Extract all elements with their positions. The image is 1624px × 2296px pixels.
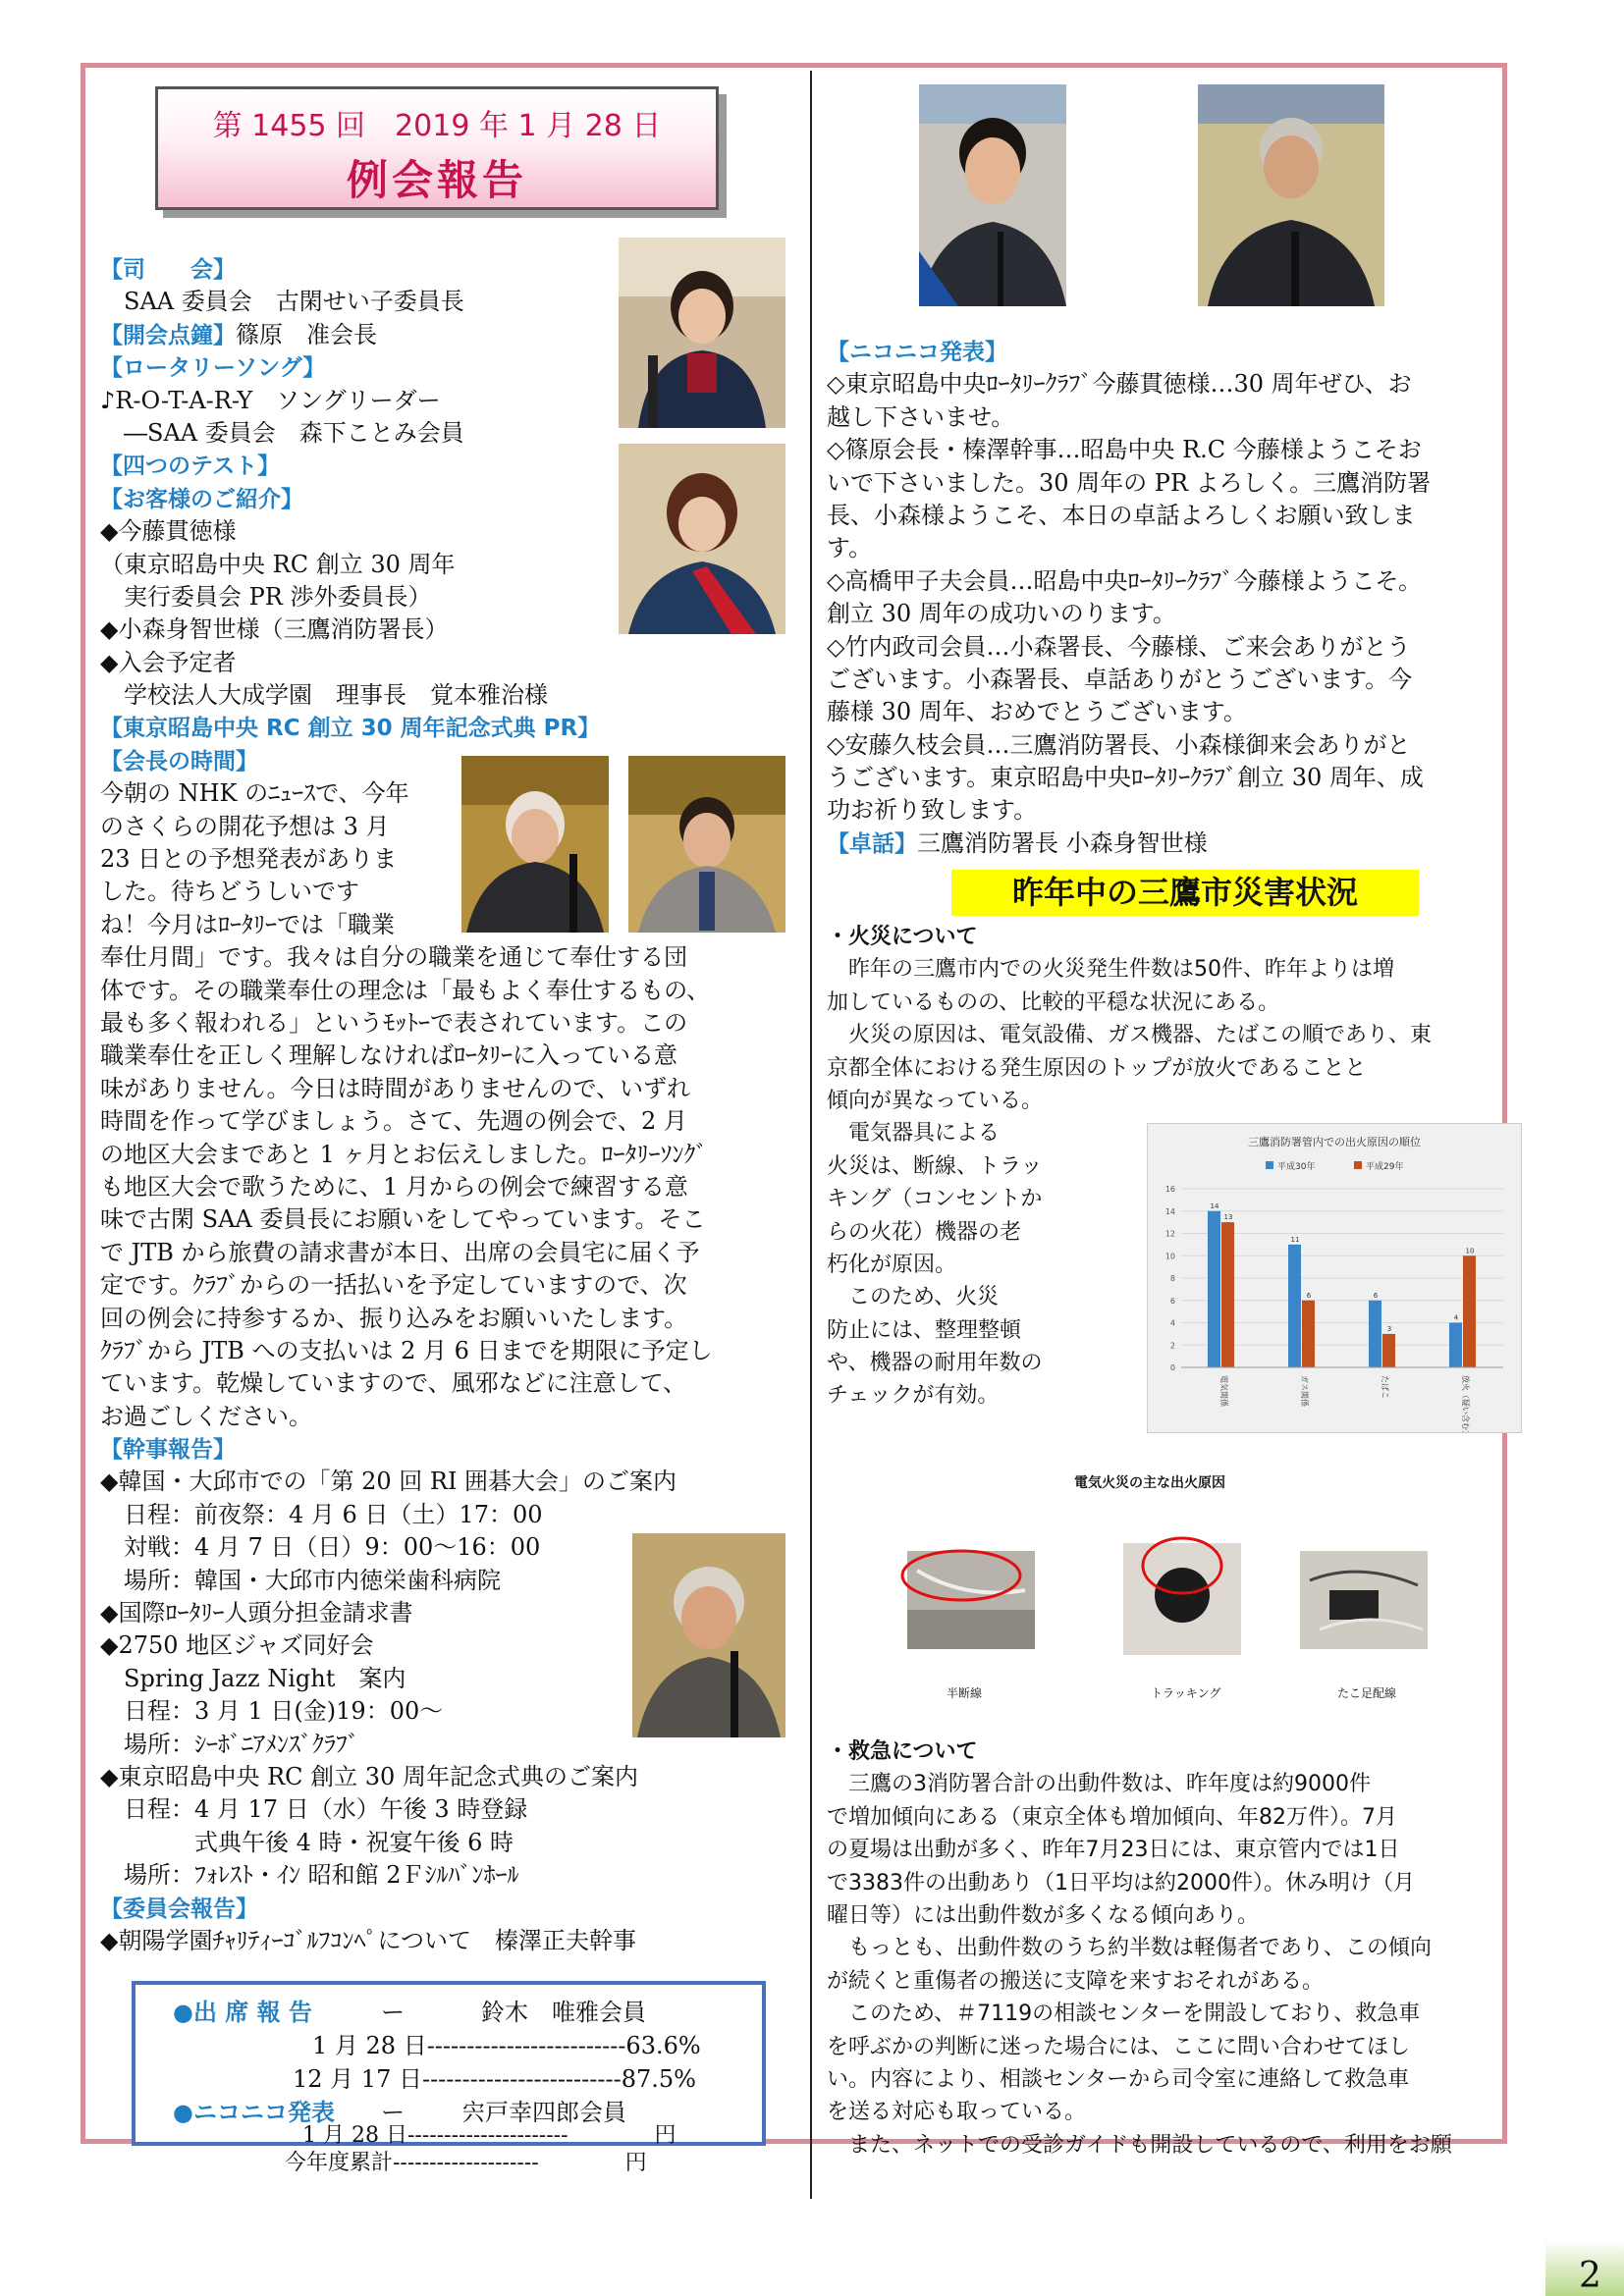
bar-1-1 xyxy=(1302,1301,1315,1367)
line-text: ◇安藤久枝会員…三鷹消防署長、小森様御来会ありがと xyxy=(827,730,1411,759)
line-text: 功お祈り致します。 xyxy=(827,796,1038,825)
x-tick-2: たばこ xyxy=(1380,1375,1389,1399)
legend-label-1: 平成29年 xyxy=(1366,1162,1404,1172)
line-text: 越し下さいませ。 xyxy=(827,402,1015,431)
bar-label-1-0: 11 xyxy=(1290,1235,1300,1244)
line-text: 長、小森様ようこそ、本日の卓話よろしくお願い致しま xyxy=(827,501,1416,529)
line-text: 日程：3 月 1 日(金)19：00～ xyxy=(100,1697,444,1726)
niconico-line-10 xyxy=(827,664,1514,696)
y-tick-8: 16 xyxy=(1164,1185,1175,1194)
left-line-48 xyxy=(100,1827,787,1859)
page-number: 2 xyxy=(1579,2256,1601,2296)
fire-cause-chart xyxy=(1147,1123,1522,1433)
niconico-line-3 xyxy=(827,434,1514,466)
left-line-25 xyxy=(100,1073,787,1105)
niconico-box-row-2: 今年度累計-------------------- 円 xyxy=(285,2151,647,2175)
ems-line-3: で3383件の出動あり（1日平均は約2000件）。休み明け（月 xyxy=(827,1870,1415,1896)
niconico-line-15 xyxy=(827,828,1514,860)
left-line-34 xyxy=(100,1367,787,1400)
right-column xyxy=(827,336,1514,860)
y-tick-0: 0 xyxy=(1169,1363,1175,1372)
ems-line-7: このため、＃7119の相談センターを開設しており、救急車 xyxy=(827,2002,1421,2027)
fire-line-7: キング（コンセントか xyxy=(827,1187,1043,1212)
left-line-4 xyxy=(100,385,787,417)
line-text: 時間を作って学びましょう。さて、先週の例会で、2 月 xyxy=(100,1107,687,1136)
line-text: ◆小森身智世様（三鷹消防署長） xyxy=(100,615,449,644)
section-label: 【ロータリーソング】 xyxy=(100,355,326,382)
line-text: Spring Jazz Night 案内 xyxy=(100,1664,406,1692)
niconico-line-2 xyxy=(827,401,1514,434)
section-label: 【東京昭島中央 RC 創立 30 周年記念式典 PR】 xyxy=(100,716,601,742)
section-label: 【お客様のご紹介】 xyxy=(100,486,303,512)
bar-0-0 xyxy=(1208,1211,1220,1367)
left-line-35 xyxy=(100,1401,787,1433)
line-text: 場所：ｼｰﾎﾞﾆｱﾒﾝｽﾞｸﾗﾌﾞ xyxy=(100,1730,359,1758)
section-label: 【開会点鐘】 xyxy=(100,322,236,348)
fire-line-8: らの火花）機器の老 xyxy=(827,1219,1022,1245)
caption-half-break: 半断線 xyxy=(947,1686,983,1700)
legend-swatch-1 xyxy=(1354,1161,1362,1169)
left-line-11 xyxy=(100,614,787,646)
bar-3-1 xyxy=(1463,1255,1476,1367)
line-text: も地区大会で歌うために、1 月からの例会で練習する意 xyxy=(100,1172,688,1201)
left-line-26 xyxy=(100,1105,787,1138)
left-line-30 xyxy=(100,1237,787,1269)
line-text: 23 日との予想発表がありま xyxy=(100,845,398,874)
niconico-box-row-1: 1 月 28 日---------------------- 円 xyxy=(302,2123,677,2148)
bar-2-1 xyxy=(1382,1334,1395,1367)
section-label: 【卓話】 xyxy=(827,830,917,857)
niconico-line-12 xyxy=(827,729,1514,762)
attendance-dash: ー xyxy=(381,1999,405,2026)
left-line-13 xyxy=(100,679,787,712)
bar-label-3-0: 4 xyxy=(1453,1313,1459,1322)
left-line-10 xyxy=(100,581,787,614)
line-text: 学校法人大成学園 理事長 覚本雅治様 xyxy=(100,681,548,710)
caption-octopus-wiring: たこ足配線 xyxy=(1337,1686,1397,1700)
fire-line-1: 加しているものの、比較的平穏な状況にある。 xyxy=(827,989,1280,1015)
column-divider xyxy=(810,71,812,2199)
niconico-box-dash: ー xyxy=(381,2099,405,2126)
niconico-line-13 xyxy=(827,762,1514,794)
line-text: 藤様 30 周年、おめでとうございます。 xyxy=(827,698,1247,726)
line-text: 体です。その職業奉仕の理念は「最もよく奉仕するもの、 xyxy=(100,976,711,1004)
left-line-22 xyxy=(100,975,787,1007)
bar-1-0 xyxy=(1288,1245,1301,1367)
ems-line-2: の夏場は出動が多く、昨年7月23日には、東京管内では1日 xyxy=(827,1838,1400,1863)
left-line-43 xyxy=(100,1663,787,1695)
bar-label-0-0: 14 xyxy=(1210,1201,1219,1210)
left-line-32 xyxy=(100,1303,787,1335)
fire-line-4: 傾向が異なっている。 xyxy=(827,1088,1044,1113)
left-line-47 xyxy=(100,1793,787,1826)
niconico-line-7 xyxy=(827,565,1514,598)
ems-section xyxy=(827,1735,1514,2162)
meeting-number-date: 第 1455 回 2019 年 1 月 28 日 xyxy=(212,109,662,143)
niconico-box-title: ●ニコニコ発表 xyxy=(173,2099,335,2126)
left-line-39 xyxy=(100,1531,787,1564)
fire-cause-chart-svg xyxy=(1148,1124,1521,1432)
left-line-42 xyxy=(100,1629,787,1662)
line-text: ています。乾燥していますので、風邪などに注意して、 xyxy=(100,1369,687,1398)
bar-label-2-1: 3 xyxy=(1386,1324,1392,1333)
section-label: 【四つのテスト】 xyxy=(100,454,281,480)
left-column xyxy=(100,253,787,1957)
line-text: ◆韓国・大邱市での「第 20 回 RI 囲碁大会」のご案内 xyxy=(100,1468,677,1496)
y-tick-6: 12 xyxy=(1164,1229,1175,1239)
bar-2-0 xyxy=(1369,1301,1381,1367)
line-text: 最も多く報われる」というﾓｯﾄｰで表されています。この xyxy=(100,1008,688,1037)
line-text: 式典午後 4 時・祝宴午後 6 時 xyxy=(100,1828,514,1856)
line-text: ◆国際ﾛｰﾀﾘｰ人頭分担金請求書 xyxy=(100,1599,413,1628)
left-line-8 xyxy=(100,515,787,548)
line-text: 場所：ﾌｫﾚｽﾄ・ｲﾝ 昭和館 2Ｆｼﾙﾊﾞﾝﾎｰﾙ xyxy=(100,1861,519,1890)
fire-line-10: このため、火災 xyxy=(827,1285,1000,1310)
left-line-16 xyxy=(100,777,787,810)
left-line-12 xyxy=(100,647,787,679)
y-tick-7: 14 xyxy=(1164,1206,1175,1216)
line-text: 日程：前夜祭：4 月 6 日（土）17：00 xyxy=(100,1500,543,1528)
bar-3-0 xyxy=(1449,1323,1462,1368)
niconico-line-9 xyxy=(827,631,1514,664)
section-label: 【会長の時間】 xyxy=(100,748,258,774)
left-line-36 xyxy=(100,1433,787,1466)
line-text: 回の例会に持参するか、振り込みをお願いいたします。 xyxy=(100,1304,688,1332)
line-text: 味がありません。今日は時間がありませんので、いずれ xyxy=(100,1074,690,1102)
fire-line-9: 朽化が原因。 xyxy=(827,1252,957,1277)
niconico-line-11 xyxy=(827,696,1514,728)
line-text: 日程：4 月 17 日（水）午後 3 時登録 xyxy=(100,1795,528,1824)
ems-line-6: が続くと重傷者の搬送に支障を来すおそれがある。 xyxy=(827,1968,1325,1994)
left-line-15 xyxy=(100,745,787,777)
left-line-3 xyxy=(100,351,787,384)
line-text: ◇高橋甲子夫会員…昭島中央ﾛｰﾀﾘｰｸﾗﾌﾞ今藤様ようこそ。 xyxy=(827,566,1422,595)
line-text: ◆今藤貫徳様 xyxy=(100,517,237,546)
left-line-1 xyxy=(100,286,787,318)
talk-title: 昨年中の三鷹市災害状況 xyxy=(951,870,1419,916)
niconico-line-8 xyxy=(827,598,1514,630)
left-line-41 xyxy=(100,1597,787,1629)
niconico-line-1 xyxy=(827,368,1514,400)
niconico-line-14 xyxy=(827,794,1514,827)
left-line-0 xyxy=(100,253,787,286)
ems-line-8: を呼ぶかの判断に迷った場合には、ここに問い合わせてほし xyxy=(827,2034,1411,2059)
line-text: ね！今月はﾛｰﾀﾘｰでは「職業 xyxy=(100,910,395,938)
left-line-29 xyxy=(100,1203,787,1236)
left-line-20 xyxy=(100,909,787,941)
line-text: 創立 30 周年の成功いのります。 xyxy=(827,600,1176,628)
left-line-17 xyxy=(100,811,787,843)
left-line-46 xyxy=(100,1761,787,1793)
line-text: ♪R-O-T-A-R-Y ソングリーダー xyxy=(100,386,441,414)
line-text: 職業奉仕を正しく理解しなければﾛｰﾀﾘｰに入っている意 xyxy=(100,1041,677,1070)
niconico-line-4 xyxy=(827,467,1514,500)
legend-label-0: 平成30年 xyxy=(1277,1162,1316,1172)
line-text: （東京昭島中央 RC 創立 30 周年 xyxy=(100,550,456,578)
line-text: ◆入会予定者 xyxy=(100,648,237,676)
left-line-33 xyxy=(100,1335,787,1367)
y-tick-4: 8 xyxy=(1169,1274,1175,1283)
section-label: 【司 会】 xyxy=(100,257,236,283)
ems-line-9: い。内容により、相談センターから司令室に連絡して救急車 xyxy=(827,2066,1410,2092)
left-line-37 xyxy=(100,1466,787,1498)
y-tick-3: 6 xyxy=(1169,1296,1175,1306)
attendance-row-2: 12 月 17 日-------------------------87.5% xyxy=(293,2065,696,2093)
fire-heading: ・火災について xyxy=(827,925,978,949)
line-text: で JTB から旅費の請求書が本日、出席の会員宅に届く予 xyxy=(100,1238,700,1266)
fire-line-3: 京都全体における発生原因のトップが放火であることと xyxy=(827,1055,1367,1081)
ems-heading: ・救急について xyxy=(827,1739,978,1764)
chart-title: 三鷹消防署管内での出火原因の順位 xyxy=(1248,1136,1421,1148)
half-break-photo xyxy=(902,1551,1035,1649)
ems-line-4: 曜日等）には出動件数が多くなる傾向あり。 xyxy=(827,1902,1260,1928)
y-tick-2: 4 xyxy=(1169,1318,1175,1328)
ems-line-1: で増加傾向にある（東京全体も増加傾向、年82万件）。7月 xyxy=(827,1804,1397,1830)
section-label: 【委員会報告】 xyxy=(100,1896,258,1922)
left-line-28 xyxy=(100,1171,787,1203)
niconico-box-reporter: 宍戸幸四郎会員 xyxy=(461,2099,626,2126)
line-text: うございます。東京昭島中央ﾛｰﾀﾘｰｸﾗﾌﾞ創立 30 周年、成 xyxy=(827,764,1424,792)
y-tick-5: 10 xyxy=(1164,1252,1175,1261)
left-line-44 xyxy=(100,1695,787,1728)
fire-line-2: 火災の原因は、電気設備、ガス機器、たばこの順であり、東 xyxy=(827,1023,1433,1048)
ems-line-0: 三鷹の3消防署合計の出動件数は、昨年度は約9000件 xyxy=(827,1772,1371,1797)
photo-fire-chief xyxy=(1198,84,1384,306)
attendance-box xyxy=(132,1981,766,2146)
electrical-fire-figure xyxy=(888,1472,1447,1718)
x-tick-1: ガス関係 xyxy=(1300,1375,1309,1407)
left-line-5 xyxy=(100,417,787,450)
line-text: SAA 委員会 古閑せい子委員長 xyxy=(100,288,464,316)
caption-tracking: トラッキング xyxy=(1151,1686,1221,1700)
line-text: ◇篠原会長・榛澤幹事…昭島中央 R.C 今藤様ようこそお xyxy=(827,436,1422,464)
x-tick-3: 放火（疑い含む） xyxy=(1461,1375,1470,1432)
fire-line-0: 昨年の三鷹市内での火災発生件数は50件、昨年よりは増 xyxy=(827,957,1394,983)
x-tick-0: 電気関係 xyxy=(1219,1375,1228,1407)
line-text: のさくらの開花予想は 3 月 xyxy=(100,812,390,840)
left-line-7 xyxy=(100,483,787,515)
octopus-wiring-photo xyxy=(1300,1551,1428,1649)
line-text: 実行委員会 PR 渉外委員長） xyxy=(100,582,432,611)
attendance-reporter: 鈴木 唯雅会員 xyxy=(481,1999,646,2026)
line-text: 対戦：4 月 7 日（日）9：00～16：00 xyxy=(100,1533,541,1562)
niconico-line-0 xyxy=(827,336,1514,368)
tracking-photo xyxy=(1123,1538,1241,1655)
line-text: 定です。ｸﾗﾌﾞからの一括払いを予定していますので、次 xyxy=(100,1271,687,1300)
left-line-18 xyxy=(100,843,787,876)
left-line-2 xyxy=(100,319,787,351)
fire-line-11: 防止には、整理整頓 xyxy=(827,1317,1022,1343)
line-text: ございます。小森署長、卓話ありがとうございます。今 xyxy=(827,665,1413,693)
line-text: 三鷹消防署長 小森身智世様 xyxy=(917,828,1208,857)
ems-line-5: もっとも、出動件数のうち約半数は軽傷者であり、この傾向 xyxy=(827,1936,1433,1961)
line-text: 篠原 准会長 xyxy=(236,320,377,348)
photo-guest-imafuji xyxy=(919,84,1066,306)
line-text: ―SAA 委員会 森下ことみ会員 xyxy=(100,418,464,447)
left-line-31 xyxy=(100,1269,787,1302)
line-text: す。 xyxy=(827,534,873,562)
left-line-38 xyxy=(100,1499,787,1531)
ems-line-11: また、ネットでの受診ガイドも開設しているので、利用をお願 xyxy=(827,2132,1452,2158)
left-line-49 xyxy=(100,1859,787,1892)
y-tick-1: 2 xyxy=(1169,1341,1175,1351)
bar-label-3-1: 10 xyxy=(1465,1247,1475,1255)
fire-line-6: 火災は、断線、トラッ xyxy=(827,1153,1043,1179)
left-line-50 xyxy=(100,1893,787,1925)
left-line-40 xyxy=(100,1565,787,1597)
bar-0-1 xyxy=(1221,1222,1234,1367)
line-text: 場所：韓国・大邱市内徳栄歯科病院 xyxy=(100,1566,501,1594)
line-text: ◆東京昭島中央 RC 創立 30 周年記念式典のご案内 xyxy=(100,1762,638,1790)
left-line-45 xyxy=(100,1729,787,1761)
fire-line-5: 電気器具による xyxy=(827,1121,1001,1147)
line-text: ◆2750 地区ジャズ同好会 xyxy=(100,1631,374,1660)
attendance-title: ●出 席 報 告 xyxy=(173,1999,313,2026)
report-title: 例会報告 xyxy=(346,156,527,204)
bar-label-1-1: 6 xyxy=(1306,1291,1312,1300)
line-text: 味で古閑 SAA 委員長にお願いをしてやっています。そこ xyxy=(100,1205,706,1234)
line-text: ◇竹内政司会員…小森署長、今藤様、ご来会ありがとう xyxy=(827,632,1411,661)
line-text: の地区大会まであと 1 ヶ月とお伝えしました。ﾛｰﾀﾘｰｿﾝｸﾞ xyxy=(100,1140,708,1168)
left-line-14 xyxy=(100,712,787,744)
legend-swatch-0 xyxy=(1266,1161,1273,1169)
left-line-21 xyxy=(100,941,787,974)
report-title-box xyxy=(155,86,719,210)
line-text: した。待ちどうしいです xyxy=(100,878,359,906)
fire-line-12: や、機器の耐用年数の xyxy=(827,1351,1043,1376)
bar-label-2-0: 6 xyxy=(1373,1291,1379,1300)
line-text: お過ごしください。 xyxy=(100,1402,312,1430)
left-line-24 xyxy=(100,1040,787,1072)
line-text: ◇東京昭島中央ﾛｰﾀﾘｰｸﾗﾌﾞ今藤貫徳様…30 周年ぜひ、お xyxy=(827,370,1412,399)
line-text: いで下さいました。30 周年の PR よろしく。三鷹消防署 xyxy=(827,468,1432,497)
attendance-row-1: 1 月 28 日-------------------------63.6% xyxy=(312,2032,701,2059)
niconico-line-5 xyxy=(827,500,1514,532)
ems-line-10: を送る対応も取っている。 xyxy=(827,2100,1087,2125)
left-line-27 xyxy=(100,1139,787,1171)
line-text: ◆朝陽学園ﾁｬﾘﾃｨｰｺﾞﾙﾌｺﾝﾍﾟについて 榛澤正夫幹事 xyxy=(100,1926,636,1954)
left-line-6 xyxy=(100,450,787,482)
left-line-51 xyxy=(100,1925,787,1957)
niconico-line-6 xyxy=(827,532,1514,564)
line-text: 奉仕月間」です。我々は自分の職業を通じて奉仕する団 xyxy=(100,943,688,972)
left-line-9 xyxy=(100,549,787,581)
line-text: ｸﾗﾌﾞから JTB への支払いは 2 月 6 日までを期限に予定し xyxy=(100,1336,713,1364)
electrical-fire-figure-title: 電気火災の主な出火原因 xyxy=(1074,1475,1225,1491)
section-label: 【幹事報告】 xyxy=(100,1437,236,1464)
section-label: 【ニコニコ発表】 xyxy=(827,340,1007,365)
bar-label-0-1: 13 xyxy=(1223,1213,1233,1222)
left-line-23 xyxy=(100,1007,787,1040)
fire-line-13: チェックが有効。 xyxy=(827,1383,1000,1409)
left-line-19 xyxy=(100,876,787,908)
line-text: 今朝の NHK のﾆｭｰｽで、今年 xyxy=(100,779,409,808)
